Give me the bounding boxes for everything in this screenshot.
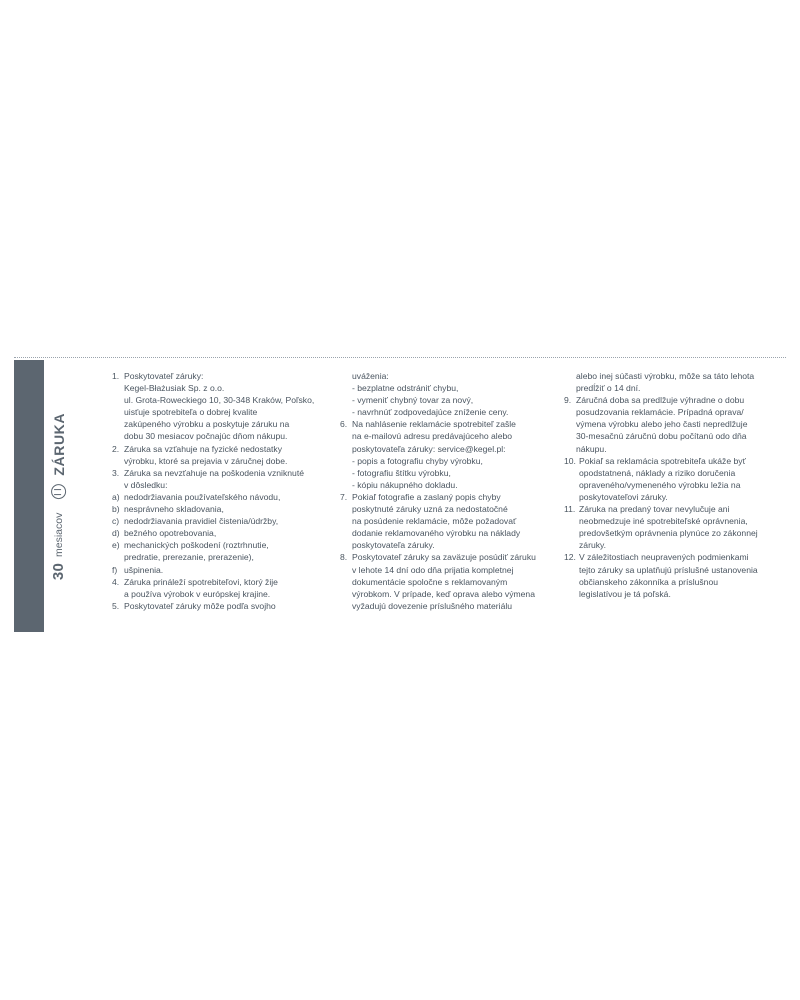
text-line: Poskytovateľ záruky: — [124, 371, 204, 381]
warranty-subclause — [112, 503, 324, 515]
text-line: poskytovateľa záruky: service@kegel.pl: — [352, 443, 506, 454]
text-line: - kópiu nákupného dokladu. — [352, 479, 458, 490]
clause-number: 3. — [112, 467, 120, 478]
warranty-months-number: 30 — [50, 562, 68, 580]
text-line: Pokiaľ sa reklamácia spotrebiteľa ukáže byť — [579, 455, 746, 466]
clause-number: 5. — [112, 600, 120, 611]
text-line: Záruka prináleží spotrebiteľovi, ktorý žije — [124, 576, 278, 587]
text-line: výrobku, ktoré sa prejavia v záručnej dobe. — [124, 455, 288, 466]
warranty-clause — [564, 503, 780, 551]
text-line: - navrhnúť zodpovedajúce zníženie ceny. — [352, 407, 509, 418]
text-line: nesprávneho skladovania, — [124, 504, 224, 515]
text-line: opraveného/vymeneného výrobku ležia na — [579, 479, 741, 490]
text-line: výrobkom. V prípade, keď oprava alebo výmena — [352, 588, 535, 599]
text-line: a používa výrobok v európskej krajine. — [124, 588, 271, 599]
text-line: v dôsledku: — [124, 479, 168, 490]
text-line: - fotografiu štítku výrobku, — [352, 467, 451, 478]
warranty-clause — [112, 443, 324, 467]
warranty-subclause — [112, 515, 324, 527]
text-line: - vymeniť chybný tovar za nový, — [352, 395, 474, 406]
clause-number: 9. — [564, 395, 572, 406]
warranty-subclause — [112, 491, 324, 503]
text-line: dobu 30 mesiacov počnajúc dňom nákupu. — [124, 431, 288, 442]
warranty-clause — [564, 394, 780, 454]
text-line: Záruka na predaný tovar nevylučuje ani — [579, 504, 730, 515]
text-line: dokumentácie spoločne s reklamovaným — [352, 576, 508, 587]
warranty-column-2 — [340, 370, 552, 612]
text-line: vyžadujú dovezenie príslušného materiálu — [352, 600, 513, 611]
text-line: posudzovania reklamácie. Prípadná oprava/ — [576, 407, 744, 418]
sidebar-band — [14, 360, 44, 632]
warranty-paragraph — [340, 370, 552, 382]
text-line: Poskytovateľ záruky môže podľa svojho — [124, 600, 276, 611]
text-line: bežného opotrebovania, — [124, 528, 217, 539]
text-line: poskytovateľovi záruky. — [579, 491, 668, 502]
clause-number: 7. — [340, 491, 348, 502]
text-line: opodstatnená, náklady a riziko doručenia — [579, 467, 736, 478]
text-line: zakúpeného výrobku a poskytuje záruku na — [124, 419, 290, 430]
clause-number: 10. — [564, 455, 576, 466]
text-line: na e-mailovú adresu predávajúceho alebo — [352, 431, 513, 442]
text-line: Poskytovateľ záruky sa zaväzuje posúdiť záruku — [352, 552, 536, 563]
text-line: výmena výrobku alebo jeho časti nepredlžuje — [576, 419, 748, 430]
text-line: nedodržiavania používateľského návodu, — [124, 491, 281, 502]
warranty-bullet — [340, 382, 552, 394]
dotted-divider — [14, 357, 786, 358]
clause-number: 1. — [112, 371, 120, 381]
subclause-letter: c) — [112, 516, 120, 527]
clause-number: 6. — [340, 419, 348, 430]
text-line: občianskeho zákonníka a príslušnou — [579, 576, 719, 587]
text-line: ul. Grota-Roweckiego 10, 30-348 Kraków, Poľsko, — [124, 395, 315, 406]
text-line: na posúdenie reklamácie, môže požadovať — [352, 516, 517, 527]
warranty-bullet — [340, 394, 552, 406]
warranty-bullet — [340, 455, 552, 467]
text-line: predovšetkým oprávnenia plynúce zo zákonnej — [579, 528, 758, 539]
text-line: V záležitostiach neupravených podmienkami — [579, 552, 749, 563]
warranty-seal-icon — [52, 483, 67, 498]
text-line: Záruka sa vzťahuje na fyzické nedostatky — [124, 443, 282, 454]
text-line: - popis a fotografiu chyby výrobku, — [352, 455, 483, 466]
subclause-letter: f) — [112, 564, 118, 575]
text-line: - bezplatne odstrániť chybu, — [352, 383, 459, 394]
text-line: neobmedzuje iné spotrebiteľské oprávnenia, — [579, 516, 748, 527]
subclause-letter: e) — [112, 540, 120, 551]
text-line: 30-mesačnú záručnú dobu počítanú odo dňa — [576, 431, 747, 442]
text-line: tejto záruky sa uplatňujú príslušné ustanovenia — [579, 564, 758, 575]
warranty-bullet — [340, 406, 552, 418]
warranty-clause — [340, 418, 552, 454]
clause-number: 12. — [564, 552, 576, 563]
text-line: alebo inej súčasti výrobku, môže sa táto lehota — [576, 371, 755, 381]
warranty-clause — [112, 467, 324, 491]
sidebar-title-block — [44, 360, 74, 632]
subclause-letter: d) — [112, 528, 120, 539]
warranty-clause — [564, 551, 780, 599]
text-line: mechanických poškodení (roztrhnutie, — [124, 540, 269, 551]
text-line: Záruka sa nevzťahuje na poškodenia vzniknuté — [124, 467, 304, 478]
text-line: v lehote 14 dní odo dňa prijatia kompletnej — [352, 564, 514, 575]
subclause-letter: b) — [112, 504, 120, 515]
warranty-bullet — [340, 479, 552, 491]
text-line: Pokiaľ fotografie a zaslaný popis chyby — [352, 491, 501, 502]
warranty-paragraph — [564, 370, 780, 394]
warranty-clause — [564, 455, 780, 503]
text-line: dodanie reklamovaného výrobku na náklady — [352, 528, 521, 539]
text-line: legislatívou je tá poľská. — [579, 588, 671, 599]
text-line: nákupu. — [576, 443, 607, 454]
warranty-clause — [112, 576, 324, 600]
clause-number: 11. — [564, 504, 576, 515]
text-line: nedodržiavania pravidiel čistenia/údržby, — [124, 516, 279, 527]
warranty-subclause — [112, 564, 324, 576]
text-line: predratie, prerezanie, prerazenie), — [124, 552, 254, 563]
clause-number: 2. — [112, 443, 120, 454]
text-line: Záručná doba sa predlžuje výhradne o dobu — [576, 395, 745, 406]
warranty-subclause — [112, 527, 324, 539]
subclause-letter: a) — [112, 491, 120, 502]
text-line: ušpinenia. — [124, 564, 164, 575]
text-line: Na nahlásenie reklamácie spotrebiteľ zašle — [352, 419, 516, 430]
text-line: Kegel-Błażusiak Sp. z o.o. — [124, 383, 225, 394]
text-line: predĺžiť o 14 dní. — [576, 383, 641, 394]
warranty-clause — [112, 600, 324, 612]
warranty-bullet — [340, 467, 552, 479]
warranty-clause — [340, 551, 552, 611]
warranty-subclause — [112, 539, 324, 563]
warranty-clause — [340, 491, 552, 551]
warranty-months-word: mesiacov — [53, 512, 66, 557]
warranty-clause — [112, 370, 324, 443]
warranty-column-1 — [112, 370, 324, 612]
text-line: poskytnuté záruky uzná za nedostatočné — [352, 504, 508, 515]
text-line: uváženia: — [352, 371, 389, 381]
text-line: záruky. — [579, 540, 607, 551]
warranty-title: ZÁRUKA — [51, 412, 68, 476]
clause-number: 8. — [340, 552, 348, 563]
text-line: uisťuje spotrebiteľa o dobrej kvalite — [124, 407, 258, 418]
warranty-column-3 — [564, 370, 780, 600]
text-line: poskytovateľa záruky. — [352, 540, 435, 551]
clause-number: 4. — [112, 576, 120, 587]
